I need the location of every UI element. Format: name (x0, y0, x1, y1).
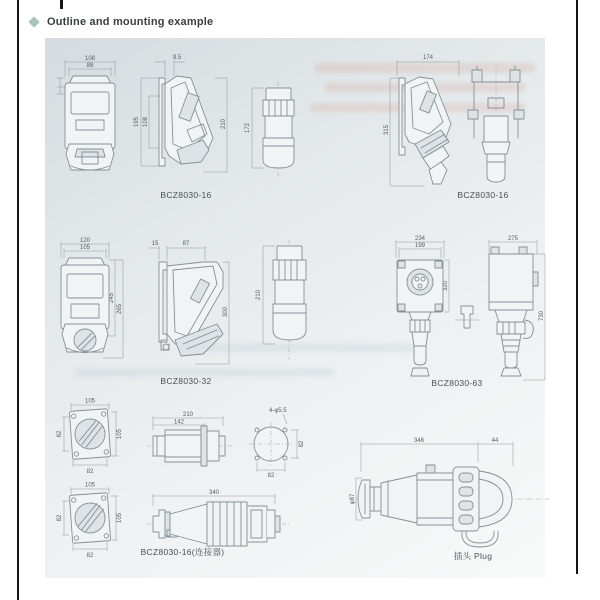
drawing-flange-plate-top (57, 400, 123, 476)
drawing-connector-assembly-340 (145, 490, 293, 552)
dim-label: 105 (79, 245, 91, 251)
page-title: Outline and mounting example (47, 16, 214, 28)
dim-label: 82 (267, 473, 275, 479)
drawing-bcz8030-16-assembly-front (460, 58, 532, 190)
dim-label: 210 (221, 118, 227, 130)
dim-label: 142 (173, 419, 185, 426)
dim-label: 315 (384, 124, 390, 136)
page-right-edge-line (576, 0, 578, 574)
dim-label: 210 (256, 289, 262, 301)
dim-label: 105 (84, 482, 96, 489)
drawing-bcz8030-16-socket-front (51, 54, 129, 186)
drawing-bcz8030-32-socket-front (51, 236, 131, 370)
dim-label: 730 (539, 310, 545, 322)
page-left-edge-line (17, 0, 19, 600)
drawing-bcz8030-16-assembly-side (385, 52, 467, 194)
dim-label: 300 (223, 306, 229, 318)
caption-bcz8030-16-left: BCZ8030-16 (160, 190, 212, 200)
page-top-tick (60, 0, 63, 9)
dim-label: 82 (57, 514, 63, 522)
section-title-row (30, 16, 213, 28)
dim-label: 265 (117, 303, 123, 315)
drawing-mounting-holes (243, 404, 309, 479)
caption-bcz8030-32: BCZ8030-32 (160, 376, 212, 386)
dim-label: 4-φ5.5 (269, 408, 287, 414)
dim-label: 174 (422, 55, 434, 61)
drawing-bcz8030-16-socket-side (125, 52, 237, 194)
dim-label: 88 (86, 63, 94, 69)
dim-label: 340 (208, 490, 220, 496)
diamond-bullet-icon (28, 16, 39, 27)
dim-label: 82 (299, 440, 305, 448)
dim-label: 82 (57, 430, 63, 438)
dim-label: 105 (84, 398, 96, 405)
caption-plug: 插头 Plug (453, 551, 493, 561)
drawing-bcz8030-63-side (475, 234, 555, 388)
drawing-panel (45, 38, 545, 578)
caption-bcz8030-63: BCZ8030-63 (431, 378, 483, 388)
dim-label: 234 (414, 236, 426, 242)
dim-label: 195 (134, 116, 140, 128)
dim-label: 82 (86, 469, 94, 475)
dim-label: 87 (182, 241, 190, 247)
dim-label: 320 (443, 280, 449, 292)
drawing-connector-body-side (143, 412, 235, 470)
dim-label: 44 (491, 438, 499, 444)
dim-label: 105 (117, 428, 123, 440)
dim-label: 346 (413, 438, 425, 444)
dim-label: 108 (143, 116, 149, 128)
dim-label: φ87 (350, 493, 356, 505)
dim-label: 172 (245, 122, 251, 134)
caption-bcz8030-16-connector: BCZ8030-16(连接器) (140, 547, 225, 557)
drawing-flange-plate-bottom (57, 484, 123, 560)
drawing-bcz8030-32-plug (253, 238, 317, 362)
dim-label: 210 (182, 412, 194, 418)
drawing-plug-side (350, 436, 556, 550)
drawing-bcz8030-16-plug (240, 78, 306, 184)
dim-label: 245 (109, 292, 115, 304)
dim-label: 199 (414, 243, 426, 249)
dim-label: 105 (117, 512, 123, 524)
caption-bcz8030-16-right: BCZ8030-16 (457, 190, 509, 200)
dim-label: 15 (151, 241, 159, 247)
drawing-bcz8030-63-front (389, 234, 453, 388)
dim-label: 9.5 (172, 55, 182, 61)
drawing-bcz8030-32-socket-side (125, 236, 239, 376)
dim-label: 120 (79, 238, 91, 244)
dim-label: 108 (84, 56, 96, 62)
dim-label: 275 (507, 236, 519, 242)
dim-label: 82 (86, 553, 94, 559)
